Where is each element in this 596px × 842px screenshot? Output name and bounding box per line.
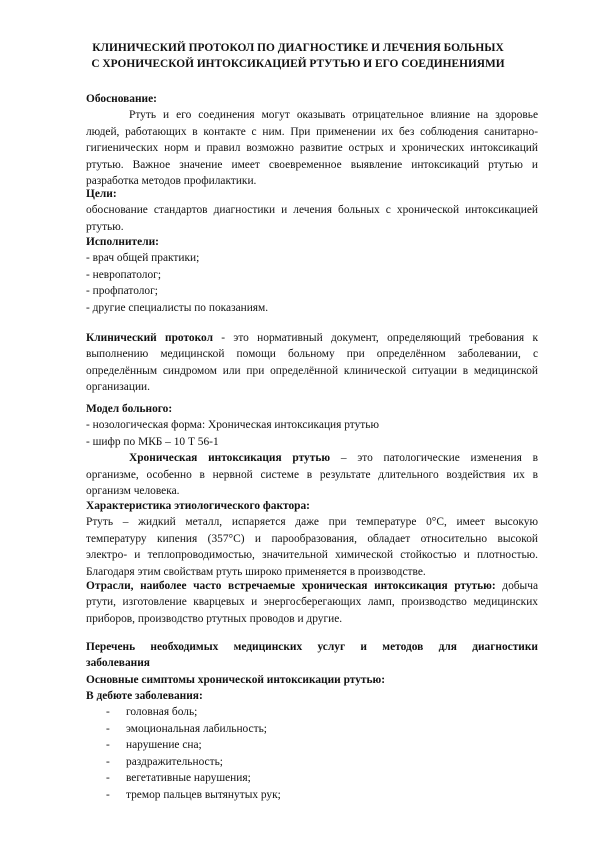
paragraph-line: людей, работающих в контакте с ним. При применении их без соблюдения санитарно- — [86, 125, 538, 138]
protocol-definition: - это нормативный документ, определяющий требования к — [212, 332, 538, 344]
list-item: - шифр по МКБ – 10 Т 56-1 — [86, 435, 219, 448]
list-dash: - — [106, 722, 110, 735]
list-dash: - — [106, 788, 110, 801]
section-ispolniteli — [86, 234, 538, 316]
list-item — [86, 704, 538, 721]
paragraph-line: ртутью. Важное значение имеет своевременное выявление интоксикаций ртутью и — [86, 158, 538, 171]
paragraph-line: Ртуть – жидкий металл, испаряется даже при температуре 0°С, имеет высокую — [86, 516, 538, 529]
paragraph-line — [86, 578, 538, 594]
document-title — [60, 40, 536, 72]
paragraph-line: ртути, изготовление кварцевых и энергосберегающих ламп, производство медицинских — [86, 596, 538, 609]
heading-obosnovanie: Обоснование: — [86, 93, 157, 105]
paragraph-line: организации. — [86, 381, 150, 394]
paragraph-line: Ртуть и его соединения могут оказывать отрицательное влияние на здоровье — [129, 109, 538, 122]
list-item-text: раздражительность; — [126, 755, 223, 768]
list-item — [86, 737, 538, 754]
list-item — [86, 721, 538, 738]
otrasli-term: Отрасли, наиболее часто встречаемые хроническая интоксикация ртутью: — [86, 580, 496, 592]
heading-debut: В дебюте заболевания: — [86, 690, 203, 703]
disease-term: Хроническая интоксикация ртутью — [129, 452, 331, 465]
list-item — [86, 770, 538, 787]
section-model — [86, 401, 538, 499]
title-line-2: С ХРОНИЧЕСКОЙ ИНТОКСИКАЦИЕЙ РТУТЬЮ И ЕГО СОЕДИНЕНИЯМИ — [91, 58, 505, 70]
list-dash: - — [106, 739, 110, 751]
heading-model: Модел больного: — [86, 403, 173, 415]
paragraph-line: разработка методов профилактики. — [86, 175, 257, 188]
list-item-text: головная боль; — [126, 706, 198, 718]
section-obosnovanie — [86, 91, 538, 189]
paragraph-line: температуру кипения (357°С) и парообразования, обладает относительно высокой — [86, 532, 538, 545]
section-otrasli — [86, 578, 538, 627]
otrasli-definition: добыча — [495, 580, 538, 592]
title-line-1: КЛИНИЧЕСКИЙ ПРОТОКОЛ ПО ДИАГНОСТИКЕ И ЛЕЧЕНИЯ БОЛЬНЫХ — [92, 42, 504, 54]
heading-perechen-line-2: заболевания — [86, 657, 150, 670]
list-item — [86, 787, 538, 804]
section-protocol — [86, 330, 538, 396]
heading-perechen-line-1: Перечень необходимых медицинских услуг и методов для диагностики — [86, 641, 538, 653]
list-dash: - — [106, 706, 110, 718]
paragraph-line — [86, 450, 538, 466]
paragraph-line: Благодаря этим свойствам ртуть широко применяется в производстве. — [86, 565, 426, 578]
list-item: - профпатолог; — [86, 285, 158, 298]
list-dash: - — [106, 755, 110, 768]
list-item-text: нарушение сна; — [126, 739, 202, 751]
paragraph-line: ртутью. — [86, 220, 124, 233]
heading-symptoms: Основные симптомы хронической интоксикации ртутью: — [86, 673, 386, 686]
paragraph-line: организм человека. — [86, 485, 180, 498]
list-item: - врач общей практики; — [86, 252, 200, 265]
list-item: - невропатолог; — [86, 268, 162, 281]
list-item: - нозологическая форма: Хроническая интоксикация ртутью — [86, 419, 379, 432]
list-item — [86, 754, 538, 771]
paragraph-line: организме, особенно в нервной системе в результате длительного воздействия их в — [86, 468, 538, 481]
list-dash: - — [106, 772, 110, 784]
paragraph-line: гигиенических норм и правил возможно развитие острых и хронических интоксикаций — [86, 142, 538, 155]
heading-tseli: Цели: — [86, 188, 117, 200]
list-item-text: эмоциональная лабильность; — [126, 722, 267, 735]
section-tseli — [86, 186, 538, 235]
list-item: - другие специалисты по показаниям. — [86, 301, 269, 314]
protocol-term: Клинический протокол — [86, 332, 213, 344]
heading-etiology: Характеристика этиологического фактора: — [86, 500, 310, 512]
list-item-text: тремор пальцев вытянутых рук; — [126, 788, 281, 801]
list-item-text: вегетативные нарушения; — [126, 772, 251, 784]
paragraph-line: приборов, производство ртутных проводов и другие. — [86, 612, 343, 625]
paragraph-line: обоснование стандартов диагностики и лечения больных с хронической интоксикацией — [86, 204, 538, 217]
heading-ispolniteli: Исполнители: — [86, 236, 159, 248]
section-perechen — [86, 639, 538, 705]
paragraph-line: выполнению медицинской помощи больному при определённом заболевании, с — [86, 348, 538, 361]
disease-definition: – это патологические изменения в — [330, 452, 538, 465]
section-etiology — [86, 498, 538, 580]
paragraph-line: определённым синдромом или при определённой клинической ситуации в медицинской — [86, 364, 538, 377]
paragraph-line — [86, 330, 538, 346]
paragraph-line: электро- и теплопроводимостью, значительной химической стойкостью и плотностью. — [86, 549, 538, 562]
symptoms-list — [86, 704, 538, 803]
